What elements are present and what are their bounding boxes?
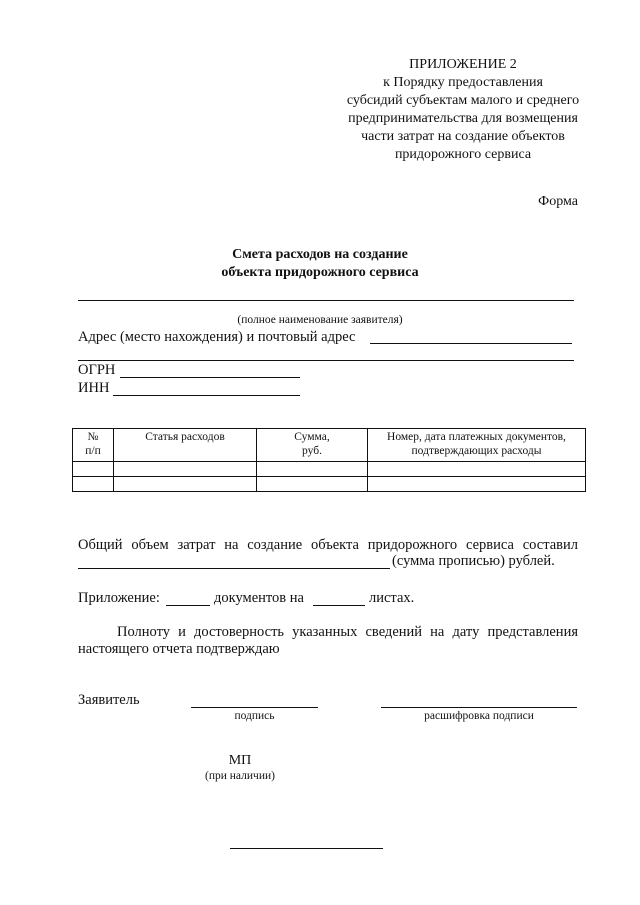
document-title-line-2: объекта придорожного сервиса [221,265,419,280]
column-header-number-l1: № [87,431,99,443]
column-header-item-l1: Статья расходов [145,431,225,443]
signature-decoding-caption: расшифровка подписи [424,710,534,722]
attachment-prefix: Приложение: [78,590,160,606]
attachment-documents-count-field[interactable] [166,590,210,606]
address-field-line-2[interactable] [78,346,574,361]
appendix-line-2: к Порядку предоставления [383,75,543,90]
ogrn-field[interactable] [120,362,300,378]
signature-decoding-field[interactable] [381,693,577,708]
column-header-number [73,429,114,462]
document-title [0,246,640,282]
table-cell[interactable] [257,462,368,477]
inn-field[interactable] [113,380,300,396]
table-cell[interactable] [114,477,257,492]
column-header-documents [368,429,586,462]
bottom-separator-line [230,848,383,849]
table-header-row [73,429,586,462]
document-title-line-1: Смета расходов на создание [232,247,408,262]
table-cell[interactable] [73,477,114,492]
expenses-table [72,428,586,492]
address-field[interactable] [370,329,572,344]
confirmation-line-1: Полноту и достоверность указанных сведений на дату представления [117,624,578,640]
table-cell[interactable] [114,462,257,477]
total-text-line-1: Общий объем затрат на создание объекта придорожного сервиса составил [78,537,578,553]
appendix-line-6: придорожного сервиса [394,147,532,162]
column-header-number-l2: п/п [85,445,101,457]
table-cell[interactable] [368,462,586,477]
column-header-amount-l1: Сумма, [294,431,330,443]
appendix-line-3: субсидий субъектам малого и среднего [346,93,580,108]
form-label: Форма [538,194,578,209]
total-amount-in-words-field[interactable] [78,553,390,569]
column-header-documents-l1: Номер, дата платежных документов, [387,431,566,443]
inn-label: ИНН [78,380,110,396]
attachment-suffix: листах. [369,590,415,606]
appendix-line-5: части затрат на создание объектов [361,129,565,144]
table-cell[interactable] [368,477,586,492]
table-row [73,477,586,492]
signature-caption: подпись [234,710,275,722]
stamp-label: МП [228,753,252,768]
table-row [73,462,586,477]
applicant-signature-label: Заявитель [78,692,140,708]
appendix-header [320,56,606,164]
stamp-caption: (при наличии) [205,770,275,782]
table-cell[interactable] [73,462,114,477]
applicant-name-caption: (полное наименование заявителя) [237,314,403,326]
appendix-line-1: ПРИЛОЖЕНИЕ 2 [409,57,517,72]
ogrn-label: ОГРН [78,362,116,378]
address-label: Адрес (место нахождения) и почтовый адрес [78,329,356,345]
attachment-middle: документов на [214,590,304,606]
table-cell[interactable] [257,477,368,492]
total-text-suffix: (сумма прописью) рублей. [392,553,555,569]
appendix-line-4: предпринимательства для возмещения [348,111,578,126]
column-header-item [114,429,257,462]
attachment-sheets-count-field[interactable] [313,590,365,606]
column-header-documents-l2: подтверждающих расходы [411,445,542,457]
applicant-name-field[interactable] [78,300,574,301]
confirmation-line-2: настоящего отчета подтверждаю [78,641,280,657]
column-header-amount [257,429,368,462]
column-header-amount-l2: руб. [302,445,322,457]
signature-field[interactable] [191,693,318,708]
